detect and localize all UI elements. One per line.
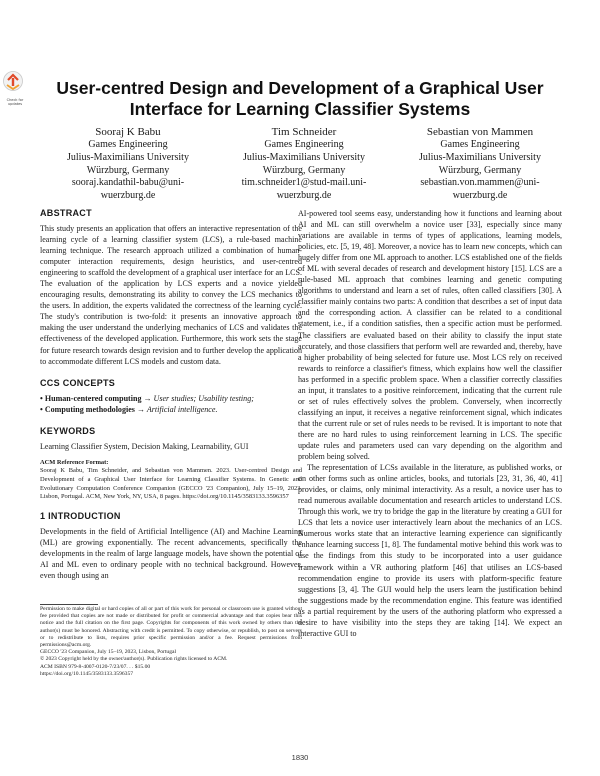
author-2 — [216, 125, 392, 203]
author-email-cont[interactable]: wuerzburg.de — [276, 190, 332, 202]
acm-reference-text: Sooraj K Babu, Tim Schneider, and Sebastian von Mammen. 2023. User-centred Design and Development of a Graphical User Interface for Learning Classifier Systems. In Genetic and Evolutionary Computation Conference Companion (GECCO '23 Companion), July 15–19, 2023, Lisbon, Portugal. ACM, New York, NY, USA, 8 pages. https://doi.org/10.1145/3583133.3596357 — [40, 467, 302, 501]
check-for-updates-badge[interactable] — [2, 70, 24, 106]
author-email[interactable]: tim.schneider1@stud-mail.uni- — [241, 177, 367, 189]
author-1 — [40, 125, 216, 203]
ccs-item-1-detail: → User studies; Usability testing; — [141, 393, 254, 403]
author-dept: Games Engineering — [264, 139, 344, 150]
author-dept: Games Engineering — [88, 139, 168, 150]
author-city: Würzburg, Germany — [438, 164, 522, 176]
left-column — [40, 208, 302, 581]
ccs-heading: CCS CONCEPTS — [40, 377, 116, 388]
footnote-copyright: © 2023 Copyright held by the owner/author(s). Publication rights licensed to ACM. — [40, 656, 228, 663]
footnote-permission: Permission to make digital or hard copies of all or part of this work for personal or classroom use is granted without fee provided that copies are not made or distributed for profit or commercial advantage and that copies bear this notice and the full citation on the first page. Copyrights for components of this work owned by others than the author(s) must be honored. Abstracting with credit is permitted. To copy otherwise, or republish, to post on servers or to redistribute to lists, requires prior specific permission and/or a fee. Request permissions from permissions@acm.org. — [40, 606, 302, 649]
abstract-heading: ABSTRACT — [40, 208, 92, 218]
footnote-doi[interactable]: https://doi.org/10.1145/3583133.3596357 — [40, 670, 134, 677]
ccs-item-1-label: • Human-centered computing — [40, 393, 142, 403]
author-3 — [392, 125, 568, 203]
author-name: Tim Schneider — [271, 126, 337, 138]
footnote-isbn: ACM ISBN 979-8-4007-0120-7/23/07. . . $15.00 — [40, 663, 151, 670]
ccs-item-2-label: • Computing methodologies — [40, 404, 135, 414]
badge-label: Check for updates — [6, 98, 24, 106]
update-badge-icon — [2, 70, 24, 96]
author-univ: Julius-Maximilians University — [67, 151, 189, 163]
title-line-2: Interface for Learning Classifier Systems — [129, 99, 471, 119]
footnote-venue: GECCO '23 Companion, July 15–19, 2023, Lisbon, Portugal — [40, 649, 177, 656]
abstract-text: This study presents an application that offers an interactive representation of the learning cycle of a learning classifier system (LCS), a rule-based machine learning technique. The research approach utilized a combination of human-computer interaction requirements, design heuristics, and user-centred engineering to scaffold the development of a graphical user interface for an LCS. The evaluation of the application by LCS experts and a novice yielded encouraging results, demonstrating its ability to convey the LCS mechanics to the users. In addition, the experts validated the correctness of the learning cycle. The study's contribution is two-fold: it presents an innovative approach to making the user understand the underlying mechanics of LCS and validates the effectiveness of the developed application. Furthermore, this work sets the stage for future research towards design revision and to further develop the application to accommodate different LCS models and custom data. — [40, 224, 302, 366]
title-line-1: User-centred Design and Development of a Graphical User — [56, 78, 544, 98]
author-block — [40, 125, 568, 203]
acm-reference-heading: ACM Reference Format: — [40, 458, 109, 466]
body-paragraph-1: AI-powered tool seems easy, understanding how it functions and learning about AI and ML can still overwhelm a novice user [33], especially since many variations are available in terms of types of applications, learning models, policies, etc. [5, 19, 48]. Moreover, a novice has to learn new concepts, which can hugely differ from one ML approach to another. LCS established one of the fields of ML with several decades of research and development history [15]. LCS are a rule-based ML approach that combines learning and genetic computing algorithms to understand and learn a set of rules, often called classifiers [30]. A classifier mainly contains two parts: A condition that describes a set of input data and the corresponding action. A classifier can be related to a conditional statement, i.e., if a condition satisfies, then a specific action must be performed. The classifiers are evaluated based on their ability to classify the input state accurately, and those classifiers that perform well are rewarded and, thereby, have a higher probability of being selected for future use. Most LCS rely on received rewards to reinforce a classifier's fitness, which explains how well the classifier has performed in a specific problem space. When a classifier correctly classifies an input, it translates to a positive reinforcement, indicating that the current rule or set of rules effectively solves the problem. Conversely, when incorrectly classifying an input, it receives a negative reinforcement signal, which indicates that the current rule or set of rules needs to be revised. It is important to note that there are no hard rules to using reinforcement learning in LCS. The specific update rules and parameters used can vary depending on the algorithm and problem being solved. — [298, 209, 563, 462]
introduction-text: Developments in the field of Artificial Intelligence (AI) and Machine Learning (ML) are growing exponentially. The recent advancements, specifically the developments in the realm of large language models, have shown the potential of AI and ML even to ordinary people with no technical background. However, even though using an — [40, 527, 302, 581]
acm-reference — [40, 459, 302, 503]
author-email[interactable]: sebastian.von.mammen@uni- — [420, 177, 540, 189]
right-column — [298, 208, 562, 639]
introduction-heading: 1 INTRODUCTION — [40, 511, 121, 522]
permission-footnote — [40, 606, 302, 678]
author-email-cont[interactable]: wuerzburg.de — [452, 190, 508, 202]
author-name: Sebastian von Mammen — [426, 126, 534, 138]
author-univ: Julius-Maximilians University — [243, 151, 365, 163]
paper-title — [40, 78, 560, 120]
ccs-item-1 — [40, 393, 302, 404]
author-name: Sooraj K Babu — [95, 126, 161, 138]
ccs-item-2-detail: → Artificial intelligence. — [134, 404, 218, 414]
author-city: Würzburg, Germany — [262, 164, 346, 176]
keywords-text: Learning Classifier System, Decision Making, Learnability, GUI — [40, 441, 249, 451]
page-number: 1830 — [291, 753, 309, 762]
footnote-divider — [40, 604, 98, 605]
author-univ: Julius-Maximilians University — [419, 151, 541, 163]
author-dept: Games Engineering — [440, 139, 520, 150]
keywords-heading: KEYWORDS — [40, 425, 96, 436]
ccs-item-2 — [40, 404, 302, 415]
author-city: Würzburg, Germany — [86, 164, 170, 176]
body-paragraph-2: The representation of LCSs available in the literature, as published works, or on other forms such as online articles, books, and tutorials [23, 31, 36, 40, 41] provides, or claims, only minimal interactivity. As a result, a novice user has to read numerous available documentation and research articles to understand LCS. Through this work, we try to bridge the gap in the literature by creating a GUI for LCS that lets a novice user interactively learn about the mechanics of an LCS. Numerous works state that an interactive learning experience can significantly enhance learning success [1, 8]. The fundamental motive behind this work was to use the findings from this study to be incorporated into a user guidance framework within a VR authoring platform [46] that utilises an LCS-based recommendation engine to provide its users with platform-specific feature suggestions [3, 4]. The GUI would help the users learn the justification behind the suggestions made by the recommendation engine. This feature was identified as a partial requirement by the users of the authoring platform who expressed a desire to have visibility into the steps they are taking [14]. We expect an interactive GUI to — [298, 463, 562, 638]
author-email-cont[interactable]: wuerzburg.de — [100, 190, 156, 202]
author-email[interactable]: sooraj.kandathil-babu@uni- — [71, 177, 185, 189]
